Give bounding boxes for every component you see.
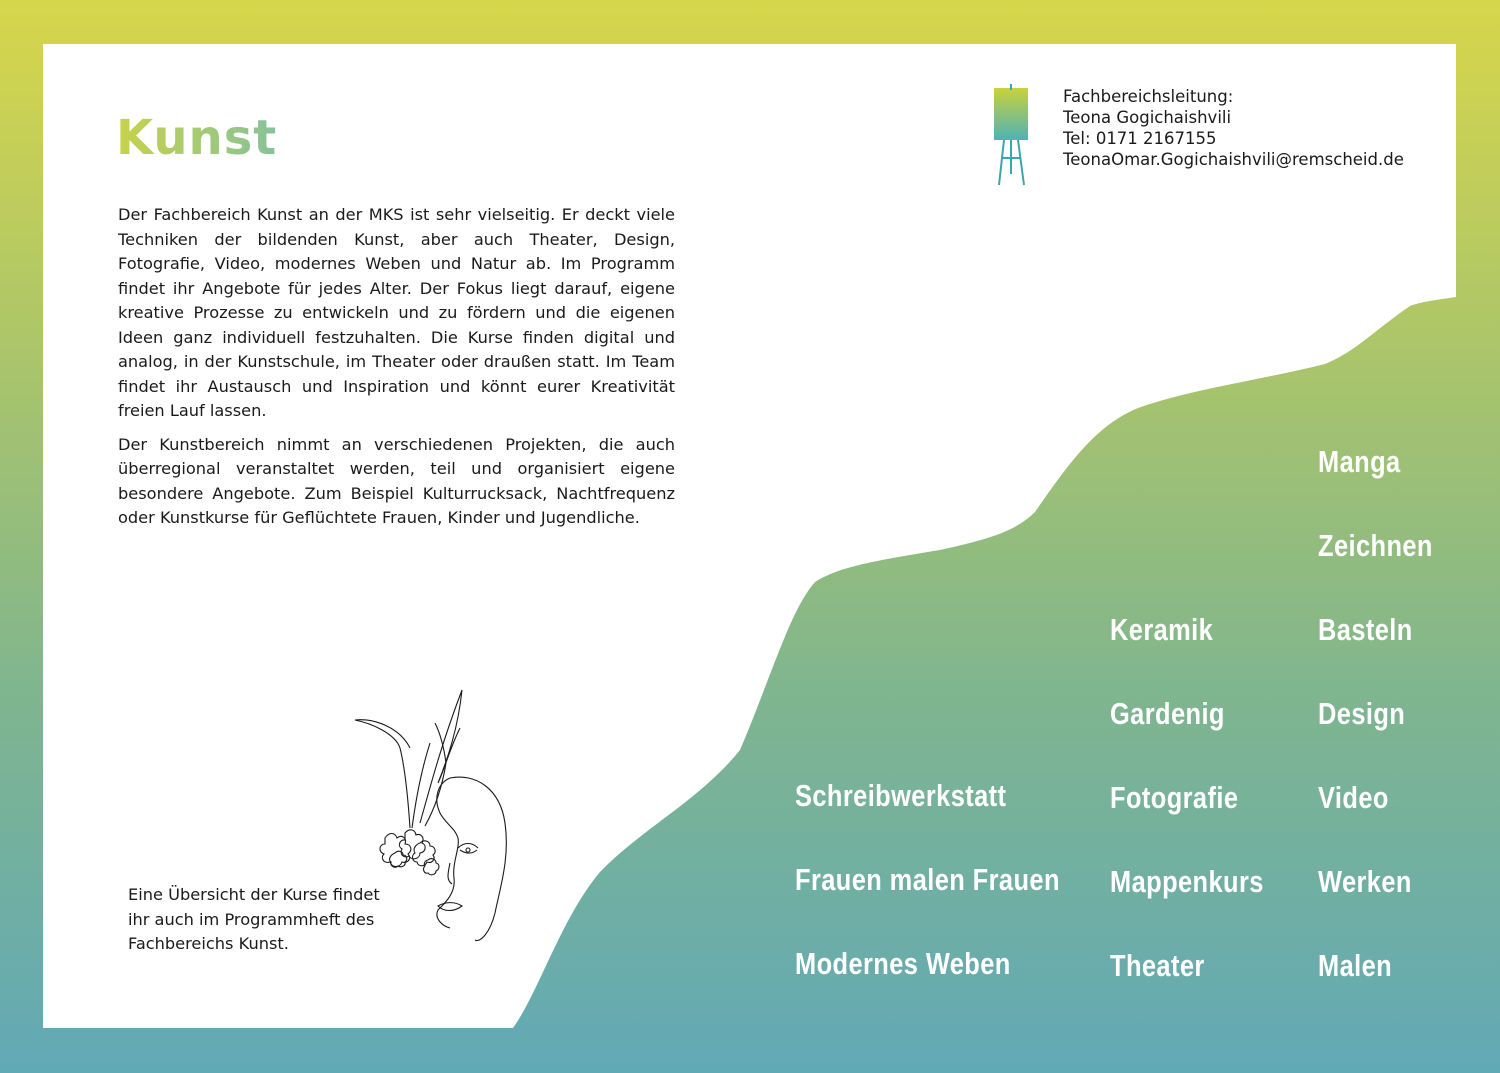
course-mappenkurs: Mappenkurs [1110, 864, 1264, 899]
course-design: Design [1318, 696, 1406, 731]
course-manga: Manga [1318, 444, 1401, 479]
course-modernes-weben: Modernes Weben [795, 946, 1011, 981]
course-malen: Malen [1318, 948, 1393, 983]
contact-label: Fachbereichsleitung: [1063, 87, 1234, 106]
contact-name: Teona Gogichaishvili [1063, 108, 1232, 127]
easel-icon [990, 84, 1034, 188]
intro-paragraph-2: Der Kunstbereich nimmt an verschiedenen Projekten, die auch überregional veranstaltet werden, teil und organisiert eigene besondere Angebote. Zum Beispiel Kulturrucksack, Nachtfrequenz oder Kunstkurse für Geflüchtete Frauen, Kinder und Jugendliche. [118, 434, 675, 527]
program-note: Eine Übersicht der Kurse findet ihr auch im Programmheft des Fachbereichs Kunst. [128, 885, 380, 953]
course-theater: Theater [1110, 948, 1205, 983]
contact-block [1063, 86, 1404, 170]
intro-paragraph-1: Der Fachbereich Kunst an der MKS ist sehr vielseitig. Er deckt viele Techniken der bildenden Kunst, aber auch Theater, Design, Fotografie, Video, modernes Weben und Natur ab. Im Programm findet ihr Angebote für jedes Alter. Der Fokus liegt darauf, eigene kreative Prozesse zu entwickeln und zu fördern und die eigenen Ideen ganz individuell festzuhalten. Die Kurse finden digital und analog, in der Kunstschule, im Theater oder draußen statt. Im Team findet ihr Austausch und Inspiration und könnt eurer Kreativität freien Lauf lassen. [118, 205, 675, 420]
course-zeichnen: Zeichnen [1318, 528, 1433, 563]
course-basteln: Basteln [1318, 612, 1413, 647]
course-schreibwerkstatt: Schreibwerkstatt [795, 778, 1007, 813]
course-fotografie: Fotografie [1110, 780, 1239, 815]
course-frauen-malen-frauen: Frauen malen Frauen [795, 862, 1060, 897]
contact-phone: Tel: 0171 2167155 [1063, 129, 1217, 148]
intro-text [118, 203, 675, 540]
contact-email[interactable]: TeonaOmar.Gogichaishvili@remscheid.de [1063, 150, 1404, 169]
course-keramik: Keramik [1110, 612, 1214, 647]
page-title: Kunst [116, 110, 278, 166]
course-gardenig: Gardenig [1110, 696, 1225, 731]
course-video: Video [1318, 780, 1389, 815]
course-werken: Werken [1318, 864, 1412, 899]
